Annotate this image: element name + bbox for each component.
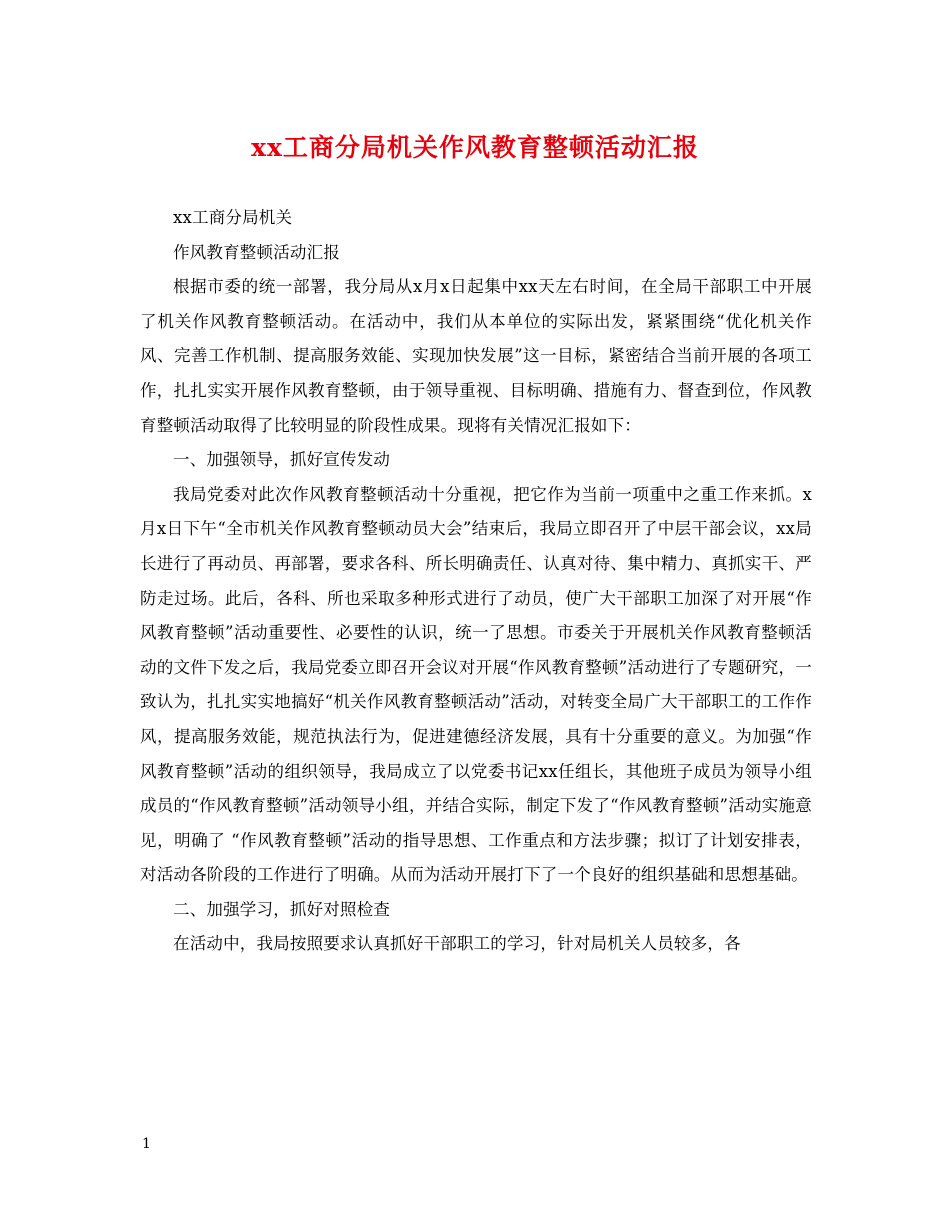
paragraph-section-2: 在活动中，我局按照要求认真抓好干部职工的学习，针对局机关人员较多，各: [173, 934, 741, 954]
paragraph-intro: 根据市委的统一部署，我分局从x月x日起集中xx天左右时间，在全局干部职工中开展了机关作风教育整顿活动。在活动中，我们从本单位的实际出发，紧紧围绕“优化机关作风、完善工作机制、提高服务效能、实现加快发展”这一目标，紧密结合当前开展的各项工作，扎扎实实开展作风教育整顿，由于领导重视、目标明确、措施有力、督查到位，作风教育整顿活动取得了比较明显的阶段性成果。现将有关情况汇报如下：: [140, 277, 812, 435]
document-title: xx工商分局机关作风教育整顿活动汇报: [251, 133, 699, 162]
page-number: 1: [142, 1136, 151, 1152]
heading-report-name: 作风教育整顿活动汇报: [173, 242, 340, 262]
section-heading-1: 一、加强领导，抓好宣传发动: [173, 450, 391, 470]
paragraph-section-1: 我局党委对此次作风教育整顿活动十分重视，把它作为当前一项重中之重工作来抓。x月x日下午“全市机关作风教育整顿动员大会”结束后，我局立即召开了中层干部会议，xx局长进行了再动员、再部署，要求各科、所长明确责任、认真对待、集中精力、真抓实干、严防走过场。此后，各科、所也采取多种形式进行了动员，使广大干部职工加深了对开展“作风教育整顿”活动重要性、必要性的认识，统一了思想。市委关于开展机关作风教育整顿活动的文件下发之后，我局党委立即召开会议对开展“作风教育整顿”活动进行了专题研究，一致认为，扎扎实实地搞好“机关作风教育整顿活动”活动，对转变全局广大干部职工的工作作风，提高服务效能，规范执法行为，促进建德经济发展，具有十分重要的意义。为加强“作风教育整顿”活动的组织领导，我局成立了以党委书记xx任组长，其他班子成员为领导小组成员的“作风教育整顿”活动领导小组，并结合实际，制定下发了“作风教育整顿”活动实施意见，明确了 “作风教育整顿”活动的指导思想、工作重点和方法步骤；拟订了计划安排表，对活动各阶段的工作进行了明确。从而为活动开展打下了一个良好的组织基础和思想基础。: [140, 484, 812, 885]
document-body: [140, 201, 812, 962]
section-heading-2: 二、加强学习，抓好对照检查: [173, 899, 391, 919]
heading-organization: xx工商分局机关: [173, 208, 293, 227]
